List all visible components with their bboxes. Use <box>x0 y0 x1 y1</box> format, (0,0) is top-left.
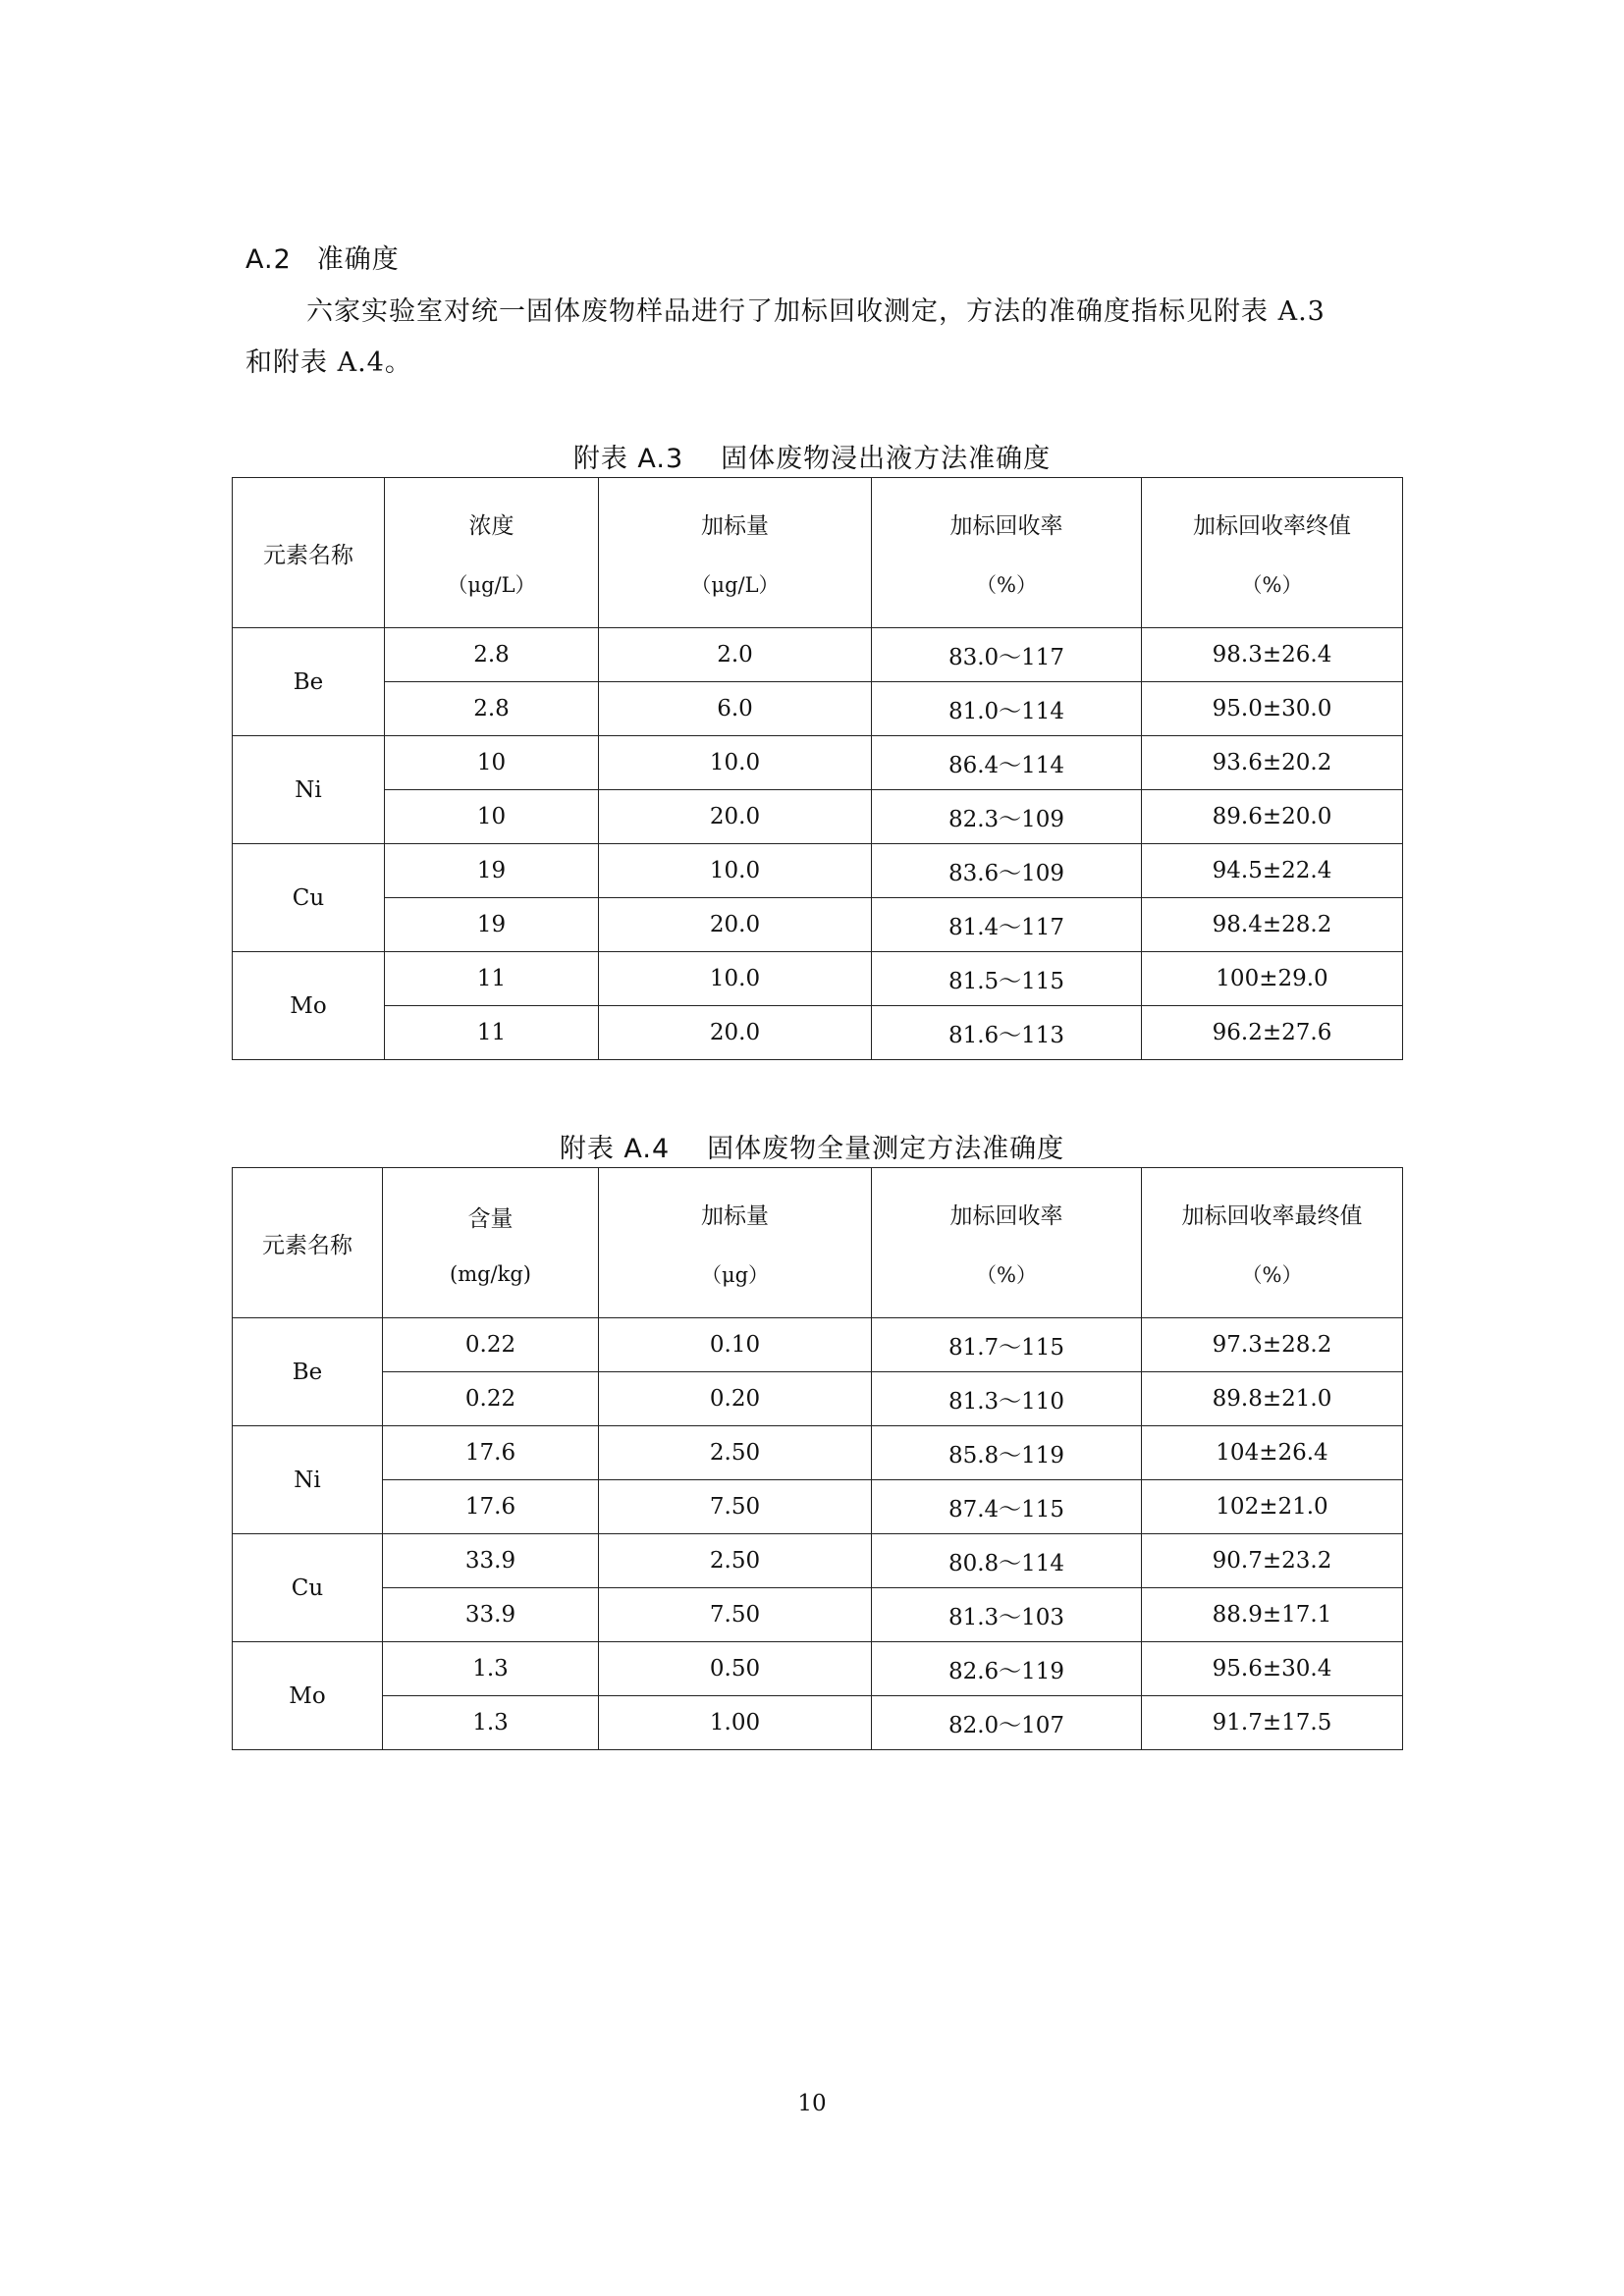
concentration-cell: 2.8 <box>385 682 599 736</box>
table-row <box>233 1006 1403 1060</box>
element-cell: Cu <box>233 844 385 952</box>
table-a4-header-element: 元素名称 <box>233 1168 383 1318</box>
final-value-cell: 90.7±23.2 <box>1142 1534 1403 1588</box>
final-value-cell: 100±29.0 <box>1142 952 1403 1006</box>
recovery-cell: 86.4～114 <box>872 736 1142 790</box>
spike-cell: 0.10 <box>599 1318 872 1372</box>
recovery-cell: 81.3～103 <box>872 1588 1142 1642</box>
recovery-cell: 82.6～119 <box>872 1642 1142 1696</box>
recovery-cell: 82.0～107 <box>872 1696 1142 1750</box>
spike-cell: 2.50 <box>599 1534 872 1588</box>
content-cell: 0.22 <box>383 1372 599 1426</box>
spike-cell: 10.0 <box>599 736 872 790</box>
final-value-cell: 89.8±21.0 <box>1142 1372 1403 1426</box>
table-row <box>233 1372 1403 1426</box>
final-value-cell: 93.6±20.2 <box>1142 736 1403 790</box>
concentration-cell: 19 <box>385 844 599 898</box>
table-row <box>233 628 1403 682</box>
concentration-cell: 10 <box>385 790 599 844</box>
table-row <box>233 952 1403 1006</box>
table-a3-header-element: 元素名称 <box>233 478 385 628</box>
table-a3-header-spike: 加标量 （μg/L） <box>599 478 872 628</box>
table-row <box>233 898 1403 952</box>
concentration-cell: 19 <box>385 898 599 952</box>
content-cell: 33.9 <box>383 1534 599 1588</box>
element-cell: Mo <box>233 952 385 1060</box>
spike-cell: 6.0 <box>599 682 872 736</box>
final-value-cell: 91.7±17.5 <box>1142 1696 1403 1750</box>
table-row <box>233 1480 1403 1534</box>
concentration-cell: 10 <box>385 736 599 790</box>
recovery-cell: 81.5～115 <box>872 952 1142 1006</box>
table-row <box>233 790 1403 844</box>
concentration-cell: 2.8 <box>385 628 599 682</box>
table-a3-header-concentration: 浓度 （μg/L） <box>385 478 599 628</box>
section-title: 准确度 <box>316 244 400 275</box>
table-a3-caption <box>0 437 1624 475</box>
recovery-cell: 83.6～109 <box>872 844 1142 898</box>
final-value-cell: 98.4±28.2 <box>1142 898 1403 952</box>
final-value-cell: 96.2±27.6 <box>1142 1006 1403 1060</box>
table-a4-caption <box>0 1127 1624 1165</box>
element-cell: Ni <box>233 1426 383 1534</box>
element-cell: Mo <box>233 1642 383 1750</box>
element-cell: Be <box>233 1318 383 1426</box>
final-value-cell: 89.6±20.0 <box>1142 790 1403 844</box>
table-a3-caption-title: 固体废物浸出液方法准确度 <box>721 444 1052 474</box>
recovery-cell: 80.8～114 <box>872 1534 1142 1588</box>
spike-cell: 20.0 <box>599 790 872 844</box>
spike-cell: 10.0 <box>599 844 872 898</box>
table-row <box>233 1588 1403 1642</box>
final-value-cell: 102±21.0 <box>1142 1480 1403 1534</box>
recovery-cell: 83.0～117 <box>872 628 1142 682</box>
content-cell: 1.3 <box>383 1642 599 1696</box>
table-row <box>233 1642 1403 1696</box>
spike-cell: 20.0 <box>599 1006 872 1060</box>
recovery-cell: 85.8～119 <box>872 1426 1142 1480</box>
recovery-cell: 87.4～115 <box>872 1480 1142 1534</box>
recovery-cell: 81.6～113 <box>872 1006 1142 1060</box>
table-a3-header-row <box>233 478 1403 628</box>
final-value-cell: 88.9±17.1 <box>1142 1588 1403 1642</box>
concentration-cell: 11 <box>385 952 599 1006</box>
spike-cell: 2.50 <box>599 1426 872 1480</box>
page-number: 10 <box>797 2091 827 2116</box>
content-cell: 33.9 <box>383 1588 599 1642</box>
spike-cell: 10.0 <box>599 952 872 1006</box>
recovery-cell: 81.4～117 <box>872 898 1142 952</box>
recovery-cell: 82.3～109 <box>872 790 1142 844</box>
table-a4-caption-number: 附表 A.4 <box>559 1134 671 1164</box>
table-a3-header-final: 加标回收率终值 （%） <box>1142 478 1403 628</box>
table-a3-caption-number: 附表 A.3 <box>572 444 684 474</box>
spike-cell: 2.0 <box>599 628 872 682</box>
content-cell: 0.22 <box>383 1318 599 1372</box>
table-a4-header-recovery: 加标回收率 （%） <box>872 1168 1142 1318</box>
section-heading <box>245 238 400 276</box>
spike-cell: 0.50 <box>599 1642 872 1696</box>
final-value-cell: 95.6±30.4 <box>1142 1642 1403 1696</box>
recovery-cell: 81.3～110 <box>872 1372 1142 1426</box>
section-paragraph <box>245 287 1384 389</box>
spike-cell: 20.0 <box>599 898 872 952</box>
table-row <box>233 844 1403 898</box>
element-cell: Be <box>233 628 385 736</box>
content-cell: 17.6 <box>383 1480 599 1534</box>
recovery-cell: 81.7～115 <box>872 1318 1142 1372</box>
concentration-cell: 11 <box>385 1006 599 1060</box>
final-value-cell: 95.0±30.0 <box>1142 682 1403 736</box>
element-cell: Ni <box>233 736 385 844</box>
section-number: A.2 <box>245 244 292 275</box>
final-value-cell: 98.3±26.4 <box>1142 628 1403 682</box>
final-value-cell: 97.3±28.2 <box>1142 1318 1403 1372</box>
table-a4-header-spike: 加标量 （μg） <box>599 1168 872 1318</box>
final-value-cell: 104±26.4 <box>1142 1426 1403 1480</box>
content-cell: 1.3 <box>383 1696 599 1750</box>
table-a4-header-content: 含量 (mg/kg) <box>383 1168 599 1318</box>
recovery-cell: 81.0～114 <box>872 682 1142 736</box>
element-cell: Cu <box>233 1534 383 1642</box>
table-a3 <box>232 477 1403 1060</box>
table-a4 <box>232 1167 1403 1750</box>
spike-cell: 7.50 <box>599 1588 872 1642</box>
paragraph-line-1: 六家实验室对统一固体废物样品进行了加标回收测定，方法的准确度指标见附表 A.3 <box>306 296 1326 327</box>
paragraph-line-2: 和附表 A.4。 <box>245 347 412 378</box>
table-row <box>233 682 1403 736</box>
final-value-cell: 94.5±22.4 <box>1142 844 1403 898</box>
table-a4-header-row <box>233 1168 1403 1318</box>
table-row <box>233 736 1403 790</box>
spike-cell: 1.00 <box>599 1696 872 1750</box>
table-row <box>233 1426 1403 1480</box>
content-cell: 17.6 <box>383 1426 599 1480</box>
table-a4-caption-title: 固体废物全量测定方法准确度 <box>707 1134 1065 1164</box>
table-row <box>233 1696 1403 1750</box>
table-a3-header-recovery: 加标回收率 （%） <box>872 478 1142 628</box>
table-row <box>233 1318 1403 1372</box>
spike-cell: 0.20 <box>599 1372 872 1426</box>
table-a4-header-final: 加标回收率最终值 （%） <box>1142 1168 1403 1318</box>
table-row <box>233 1534 1403 1588</box>
spike-cell: 7.50 <box>599 1480 872 1534</box>
